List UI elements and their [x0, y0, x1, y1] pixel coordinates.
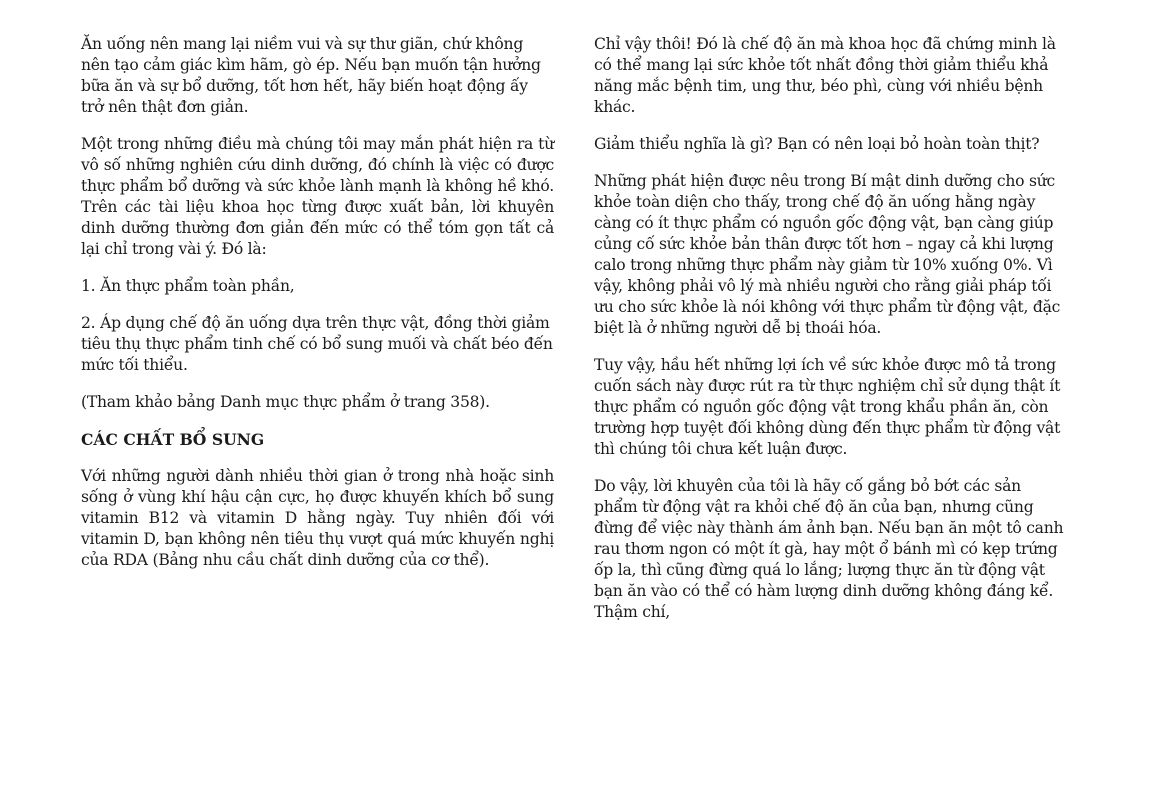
paragraph-advice: Do vậy, lời khuyên của tôi là hãy cố gắng bỏ bớt các sản phẩm từ động vật ra khỏi chế độ ăn của bạn, nhưng cũng đừng để việc này thành ám ảnh bạn. Nếu bạn ăn một tô canh rau thơm ngon có một ít gà, hay một ổ bánh mì có kẹp trứng ốp la, thì cũng đừng quá lo lắng; lượng thực ăn từ động vật bạn ăn vào có thể có hàm lượng dinh dưỡng không đáng kể. Thậm chí, [594, 477, 1064, 621]
reference-note: (Tham khảo bảng Danh mục thực phẩm ở trang 358). [81, 393, 490, 411]
paragraph-question-meat: Giảm thiểu nghĩa là gì? Bạn có nên loại bỏ hoàn toàn thịt? [594, 135, 1040, 153]
paragraph-nutrition-research: Một trong những điều mà chúng tôi may mắn phát hiện ra từ vô số những nghiên cứu dinh dưỡng, đó chính là việc có được thực phẩm bổ dưỡng và sức khỏe lành mạnh là không hề khó. Trên các tài liệu khoa học từng được xuất bản, lời khuyên dinh dưỡng thường đơn giản đến mức có thể tóm gọn tất cả lại chỉ trong vài ý. Đó là: [81, 135, 554, 258]
paragraph-findings: Những phát hiện được nêu trong Bí mật dinh dưỡng cho sức khỏe toàn diện cho thấy, trong chế độ ăn uống hằng ngày càng có ít thực phẩm có nguồn gốc động vật, bạn càng giúp củng cố sức khỏe bản thân được tốt hơn – ngay cả khi lượng calo trong những thực phẩm này giảm từ 10% xuống 0%. Vì vậy, không phải vô lý mà nhiều người cho rằng giải pháp tối ưu cho sức khỏe là nói không với thực phẩm từ động vật, đặc biệt là ở những người dễ bị thoái hóa. [594, 172, 1061, 337]
paragraph-enjoy-eating: Ăn uống nên mang lại niềm vui và sự thư giãn, chứ không nên tạo cảm giác kìm hãm, gò ép. Nếu bạn muốn tận hưởng bữa ăn và sự bổ dưỡng, tốt hơn hết, hãy biến hoạt động ấy trở nên thật đơn giản. [81, 35, 541, 116]
list-item-plant-based: 2. Áp dụng chế độ ăn uống dựa trên thực vật, đồng thời giảm tiêu thụ thực phẩm tinh chế có bổ sung muối và chất béo đến mức tối thiểu. [81, 314, 553, 374]
paragraph-thats-all: Chỉ vậy thôi! Đó là chế độ ăn mà khoa học đã chứng minh là có thể mang lại sức khỏe tốt nhất đồng thời giảm thiểu khả năng mắc bệnh tim, ung thư, béo phì, cùng với nhiều bệnh khác. [594, 35, 1056, 116]
left-column [81, 34, 554, 587]
right-column [594, 34, 1067, 639]
paragraph-vitamins: Với những người dành nhiều thời gian ở trong nhà hoặc sinh sống ở vùng khí hậu cận cực, họ được khuyến khích bổ sung vitamin B12 và vitamin D hằng ngày. Tuy nhiên đối với vitamin D, bạn không nên tiêu thụ vượt quá mức khuyến nghị của RDA (Bảng nhu cầu chất dinh dưỡng của cơ thể). [81, 467, 554, 569]
list-item-whole-foods: 1. Ăn thực phẩm toàn phần, [81, 277, 295, 295]
paragraph-benefits: Tuy vậy, hầu hết những lợi ích về sức khỏe được mô tả trong cuốn sách này được rút ra từ thực nghiệm chỉ sử dụng thật ít thực phẩm có nguồn gốc động vật trong khẩu phần ăn, còn trường hợp tuyệt đối không dùng đến thực phẩm từ động vật thì chúng tôi chưa kết luận được. [594, 356, 1061, 458]
section-heading-supplements: CÁC CHẤT BỔ SUNG [81, 430, 265, 449]
